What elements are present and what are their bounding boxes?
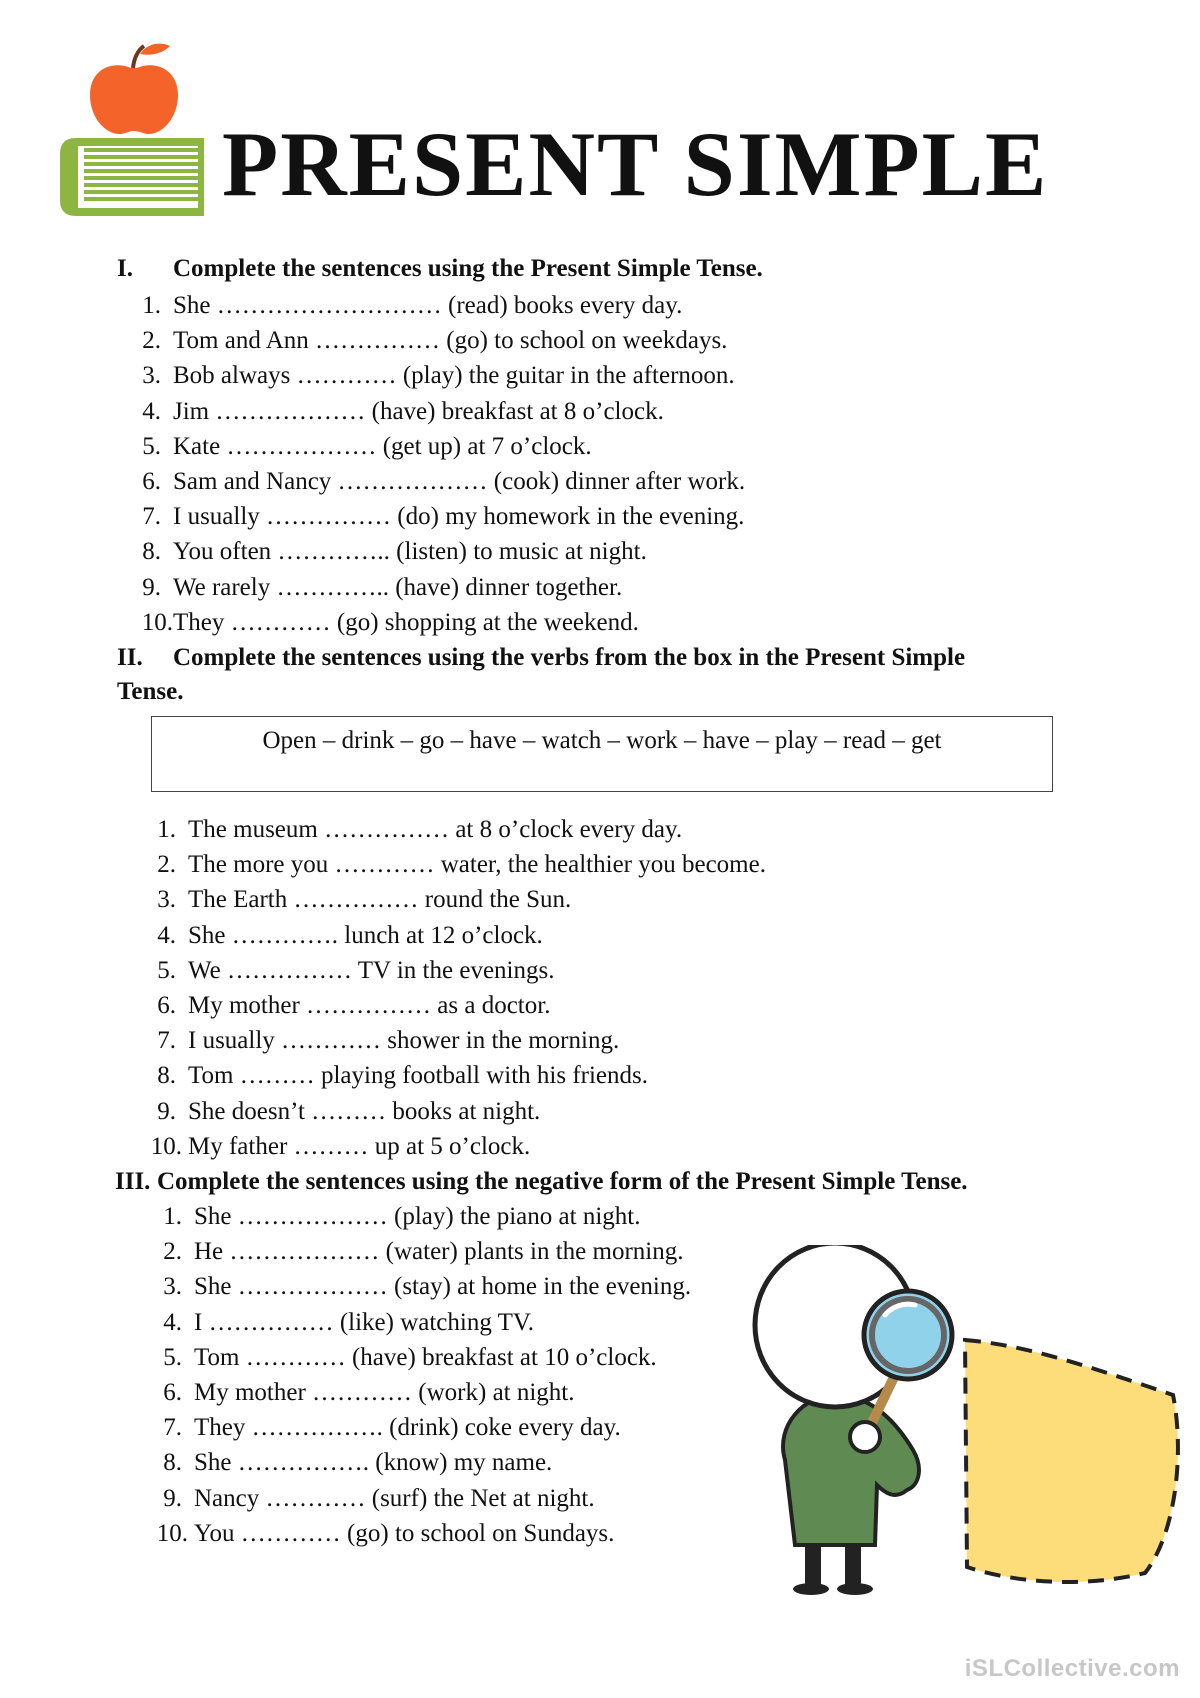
section-1-list bbox=[141, 288, 746, 640]
section-3-heading bbox=[115, 1165, 968, 1199]
boy-with-magnifier-illustration bbox=[745, 1245, 1185, 1595]
apple-on-book-logo bbox=[56, 40, 226, 240]
list-item: 8. She ……………. (know) my name. bbox=[163, 1449, 553, 1477]
list-item: 4. I …………… (like) watching TV. bbox=[163, 1308, 535, 1336]
list-item: 8. You often ………….. (listen) to music at night. bbox=[142, 538, 647, 566]
page-title: PRESENT SIMPLE bbox=[222, 113, 1049, 215]
list-item: 3. She ……………… (stay) at home in the evening. bbox=[163, 1273, 692, 1301]
section-3-numeral: III. bbox=[115, 1168, 151, 1195]
list-item: 10. You ………… (go) to school on Sundays. bbox=[156, 1519, 615, 1547]
section-2-numeral: II. bbox=[117, 644, 143, 671]
list-item: 9. She doesn’t ……… books at night. bbox=[157, 1097, 541, 1125]
section-2-heading bbox=[117, 641, 965, 675]
list-item: 10. They ………… (go) shopping at the weekend. bbox=[141, 608, 639, 636]
list-item: 5. Tom ………… (have) breakfast at 10 o’clock. bbox=[163, 1343, 657, 1371]
verb-word-box: Open – drink – go – have – watch – work – have – play – read – get bbox=[151, 716, 1053, 792]
section-1-heading bbox=[117, 252, 763, 286]
section-2-title: Complete the sentences using the verbs from the box in the Present Simple bbox=[173, 644, 966, 671]
list-item: 3. The Earth …………… round the Sun. bbox=[157, 886, 572, 914]
list-item: 6. My mother …………… as a doctor. bbox=[157, 992, 551, 1020]
book-icon bbox=[60, 138, 204, 216]
list-item: 2. He ……………… (water) plants in the morning. bbox=[163, 1238, 684, 1266]
list-item: 7. I usually ………… shower in the morning. bbox=[157, 1027, 620, 1055]
list-item: 4. She …………. lunch at 12 o’clock. bbox=[157, 921, 543, 949]
list-item: 10. My father ……… up at 5 o’clock. bbox=[150, 1132, 531, 1160]
list-item: 2. The more you ………… water, the healthier you become. bbox=[157, 851, 766, 879]
list-item: 1. She ……………………… (read) books every day. bbox=[142, 292, 683, 319]
watermark: iSLCollective.com bbox=[964, 1655, 1180, 1682]
section-1-numeral: I. bbox=[117, 255, 133, 282]
list-item: 5. We …………… TV in the evenings. bbox=[157, 956, 555, 984]
section-2-list bbox=[150, 812, 766, 1164]
section-3-list bbox=[156, 1199, 692, 1551]
list-item: 6. My mother ………… (work) at night. bbox=[163, 1379, 575, 1407]
list-item: 1. She ……………… (play) the piano at night. bbox=[163, 1203, 641, 1230]
list-item: 8. Tom ……… playing football with his friends. bbox=[157, 1062, 649, 1090]
apple-icon bbox=[90, 44, 178, 134]
section-3-title: Complete the sentences using the negative form of the Present Simple Tense. bbox=[157, 1168, 968, 1195]
section-1-title: Complete the sentences using the Present Simple Tense. bbox=[173, 255, 763, 282]
list-item: 3. Bob always ………… (play) the guitar in the afternoon. bbox=[142, 362, 735, 390]
list-item: 2. Tom and Ann …………… (go) to school on weekdays. bbox=[142, 327, 728, 355]
list-item: 9. We rarely ………….. (have) dinner together. bbox=[142, 573, 623, 601]
list-item: 7. They ……………. (drink) coke every day. bbox=[163, 1414, 621, 1442]
list-item: 7. I usually …………… (do) my homework in the evening. bbox=[142, 503, 745, 531]
list-item: 6. Sam and Nancy ……………… (cook) dinner after work. bbox=[142, 468, 746, 496]
section-2-heading-continuation: Tense. bbox=[117, 678, 184, 705]
list-item: 4. Jim ……………… (have) breakfast at 8 o’clock. bbox=[142, 397, 664, 425]
list-item: 1. The museum …………… at 8 o’clock every day. bbox=[157, 816, 683, 843]
list-item: 5. Kate ……………… (get up) at 7 o’clock. bbox=[142, 432, 592, 460]
list-item: 9. Nancy ………… (surf) the Net at night. bbox=[163, 1484, 595, 1512]
